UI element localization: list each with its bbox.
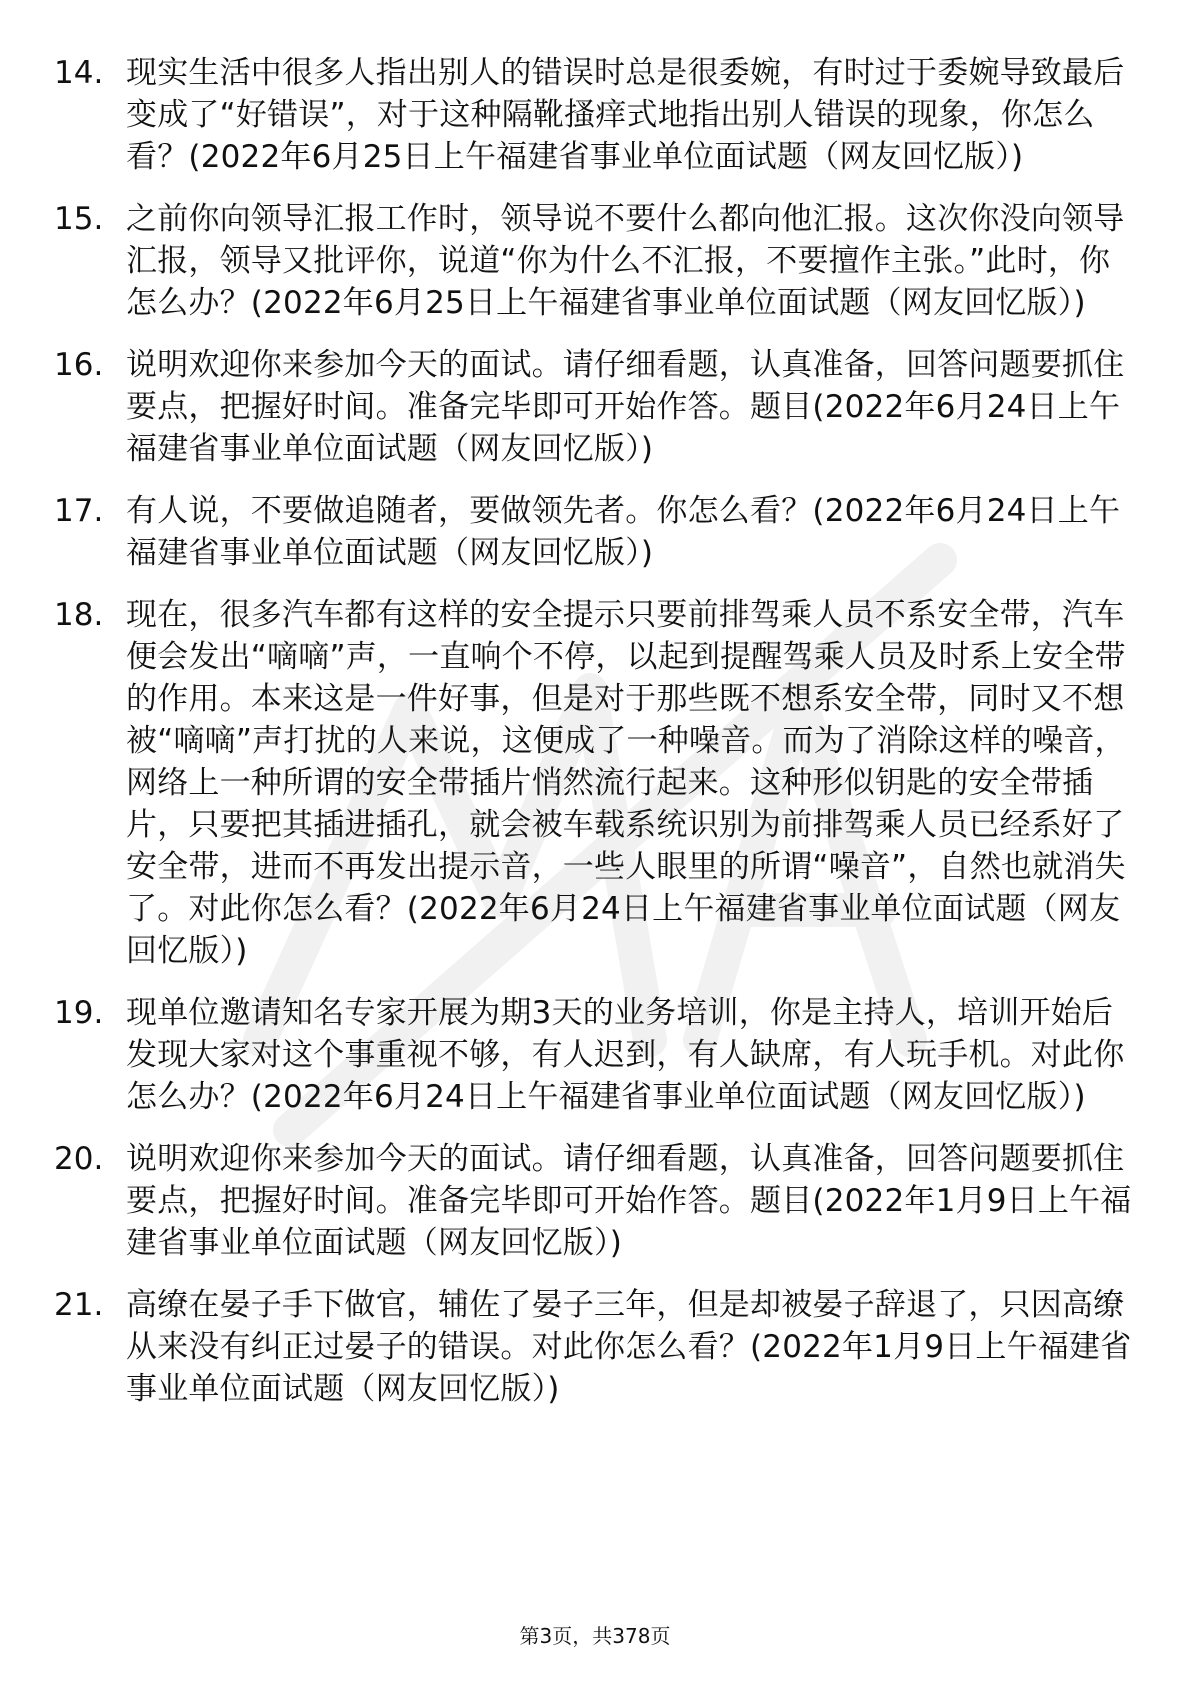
question-text: 现在，很多汽车都有这样的安全提示只要前排驾乘人员不系安全带，汽车便会发出“嘀嘀”声，一直响个不停，以起到提醒驾乘人员及时系上安全带的作用。本来这是一件好事，但是对于那些既不想系安全带，同时又不想被“嘀嘀”声打扰的人来说，这便成了一种噪音。而为了消除这样的噪音，网络上一种所谓的安全带插片悄然流行起来。这种形似钥匙的安全带插片，只要把其插进插孔，就会被车载系统识别为前排驾乘人员已经系好了安全带，进而不再发出提示音，一些人眼里的所谓“噪音”，自然也就消失了。对此你怎么看？(2022年6月24日上午福建省事业单位面试题（网友回忆版）) bbox=[126, 597, 1126, 969]
question-text: 之前你向领导汇报工作时，领导说不要什么都向他汇报。这次你没向领导汇报，领导又批评你，说道“你为什么不汇报，不要擅作主张。”此时，你怎么办？(2022年6月25日上午福建省事业单位面试题（网友回忆版）) bbox=[126, 201, 1125, 321]
question-number: 18. bbox=[54, 597, 104, 633]
question-text: 现实生活中很多人指出别人的错误时总是很委婉，有时过于委婉导致最后变成了“好错误”，对于这种隔靴搔痒式地指出别人错误的现象，你怎么看？(2022年6月25日上午福建省事业单位面试题（网友回忆版）) bbox=[126, 55, 1125, 175]
question-text: 说明欢迎你来参加今天的面试。请仔细看题，认真准备，回答问题要抓住要点，把握好时间。准备完毕即可开始作答。题目(2022年1月9日上午福建省事业单位面试题（网友回忆版）) bbox=[126, 1141, 1132, 1261]
question-number: 14. bbox=[54, 55, 104, 91]
page-number-label: 第3页，共378页 bbox=[519, 1624, 671, 1648]
question-number: 16. bbox=[54, 347, 104, 383]
question-item-19 bbox=[54, 992, 1134, 1118]
question-item-14 bbox=[54, 52, 1134, 178]
question-text: 说明欢迎你来参加今天的面试。请仔细看题，认真准备，回答问题要抓住要点，把握好时间。准备完毕即可开始作答。题目(2022年6月24日上午福建省事业单位面试题（网友回忆版）) bbox=[126, 347, 1125, 467]
question-text: 高缭在晏子手下做官，辅佐了晏子三年，但是却被晏子辞退了，只因高缭从来没有纠正过晏子的错误。对此你怎么看？(2022年1月9日上午福建省事业单位面试题（网友回忆版）) bbox=[126, 1287, 1132, 1407]
page-footer bbox=[0, 1622, 1190, 1650]
question-number: 20. bbox=[54, 1141, 104, 1177]
question-item-17 bbox=[54, 490, 1134, 574]
question-number: 17. bbox=[54, 493, 104, 529]
question-item-20 bbox=[54, 1138, 1134, 1264]
question-text: 现单位邀请知名专家开展为期3天的业务培训，你是主持人，培训开始后发现大家对这个事重视不够，有人迟到，有人缺席，有人玩手机。对此你怎么办？(2022年6月24日上午福建省事业单位面试题（网友回忆版）) bbox=[126, 995, 1125, 1115]
question-item-15 bbox=[54, 198, 1134, 324]
question-item-21 bbox=[54, 1284, 1134, 1410]
question-item-18 bbox=[54, 594, 1134, 972]
question-number: 19. bbox=[54, 995, 104, 1031]
question-text: 有人说，不要做追随者，要做领先者。你怎么看？(2022年6月24日上午福建省事业单位面试题（网友回忆版）) bbox=[126, 493, 1121, 571]
question-list bbox=[54, 52, 1134, 1430]
question-number: 15. bbox=[54, 201, 104, 237]
question-item-16 bbox=[54, 344, 1134, 470]
question-number: 21. bbox=[54, 1287, 104, 1323]
